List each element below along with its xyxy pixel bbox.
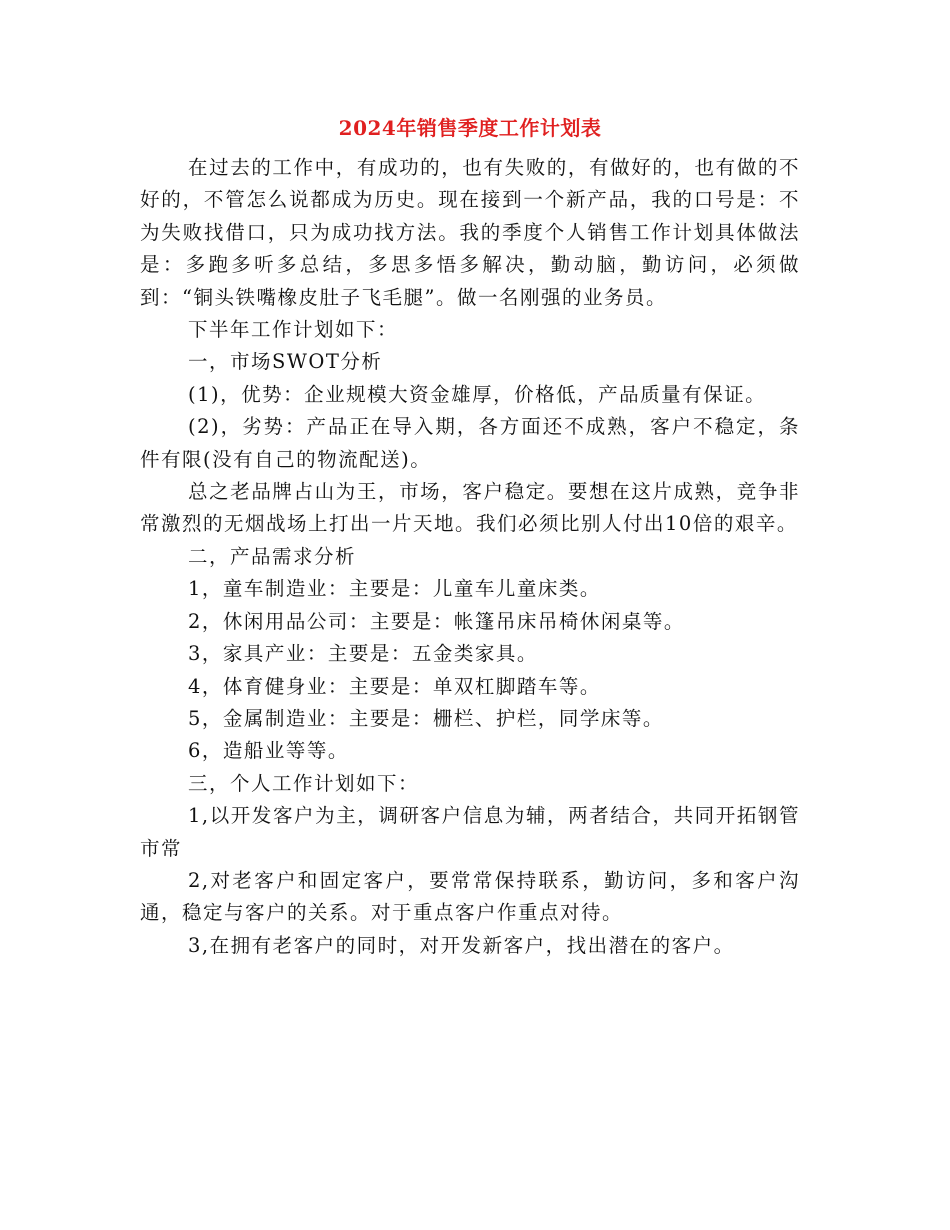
list-item-demand-1: 1，童车制造业：主要是：儿童车儿童床类。 <box>188 577 601 601</box>
list-item-plan-3: 3,在拥有老客户的同时，对开发新客户，找出潜在的客户。 <box>188 933 735 957</box>
list-item-demand-6: 6，造船业等等。 <box>188 739 349 763</box>
section-heading-demand: 二，产品需求分析 <box>188 544 357 568</box>
list-item-demand-5: 5，金属制造业：主要是：栅栏、护栏，同学床等。 <box>188 706 664 730</box>
paragraph-plan-heading: 下半年工作计划如下： <box>188 318 399 342</box>
list-item-demand-4: 4，体育健身业：主要是：单双杠脚踏车等。 <box>188 674 601 698</box>
list-item-plan-1: 1,以开发客户为主，调研客户信息为辅，两者结合，共同开拓钢管市常 <box>140 804 800 860</box>
list-item-demand-3: 3，家具产业：主要是：五金类家具。 <box>188 642 538 666</box>
paragraph-intro: 在过去的工作中，有成功的，也有失败的，有做好的，也有做的不好的，不管怎么说都成为历史。现在接到一个新产品，我的口号是：不为失败找借口，只为成功找方法。我的季度个人销售工作计划具体做法是：多跑多听多总结，多思多悟多解决，勤动脑，勤访问，必须做到：“铜头铁嘴橡皮肚子飞毛腿”。做一名刚强的业务员。 <box>140 156 800 309</box>
list-item-plan-2: 2,对老客户和固定客户，要常常保持联系，勤访问，多和客户沟通，稳定与客户的关系。对于重点客户作重点对待。 <box>140 868 800 925</box>
document-body <box>140 152 800 962</box>
section-heading-personal-plan: 三，个人工作计划如下： <box>188 771 420 795</box>
section-heading-swot: 一，市场SWOT分析 <box>188 350 383 374</box>
list-item-demand-2: 2，休闲用品公司：主要是：帐篷吊床吊椅休闲桌等。 <box>188 609 685 633</box>
document-title: 2024年销售季度工作计划表 <box>338 116 602 140</box>
paragraph-weakness: (2)，劣势：产品正在导入期，各方面还不成熟，客户不稳定，条件有限(没有自己的物流配送)。 <box>140 415 800 471</box>
paragraph-summary: 总之老品牌占山为王，市场，客户稳定。要想在这片成熟，竞争非常激烈的无烟战场上打出一片天地。我们必须比别人付出10倍的艰辛。 <box>140 480 800 536</box>
paragraph-strength: (1)，优势：企业规模大资金雄厚，价格低，产品质量有保证。 <box>188 382 767 406</box>
